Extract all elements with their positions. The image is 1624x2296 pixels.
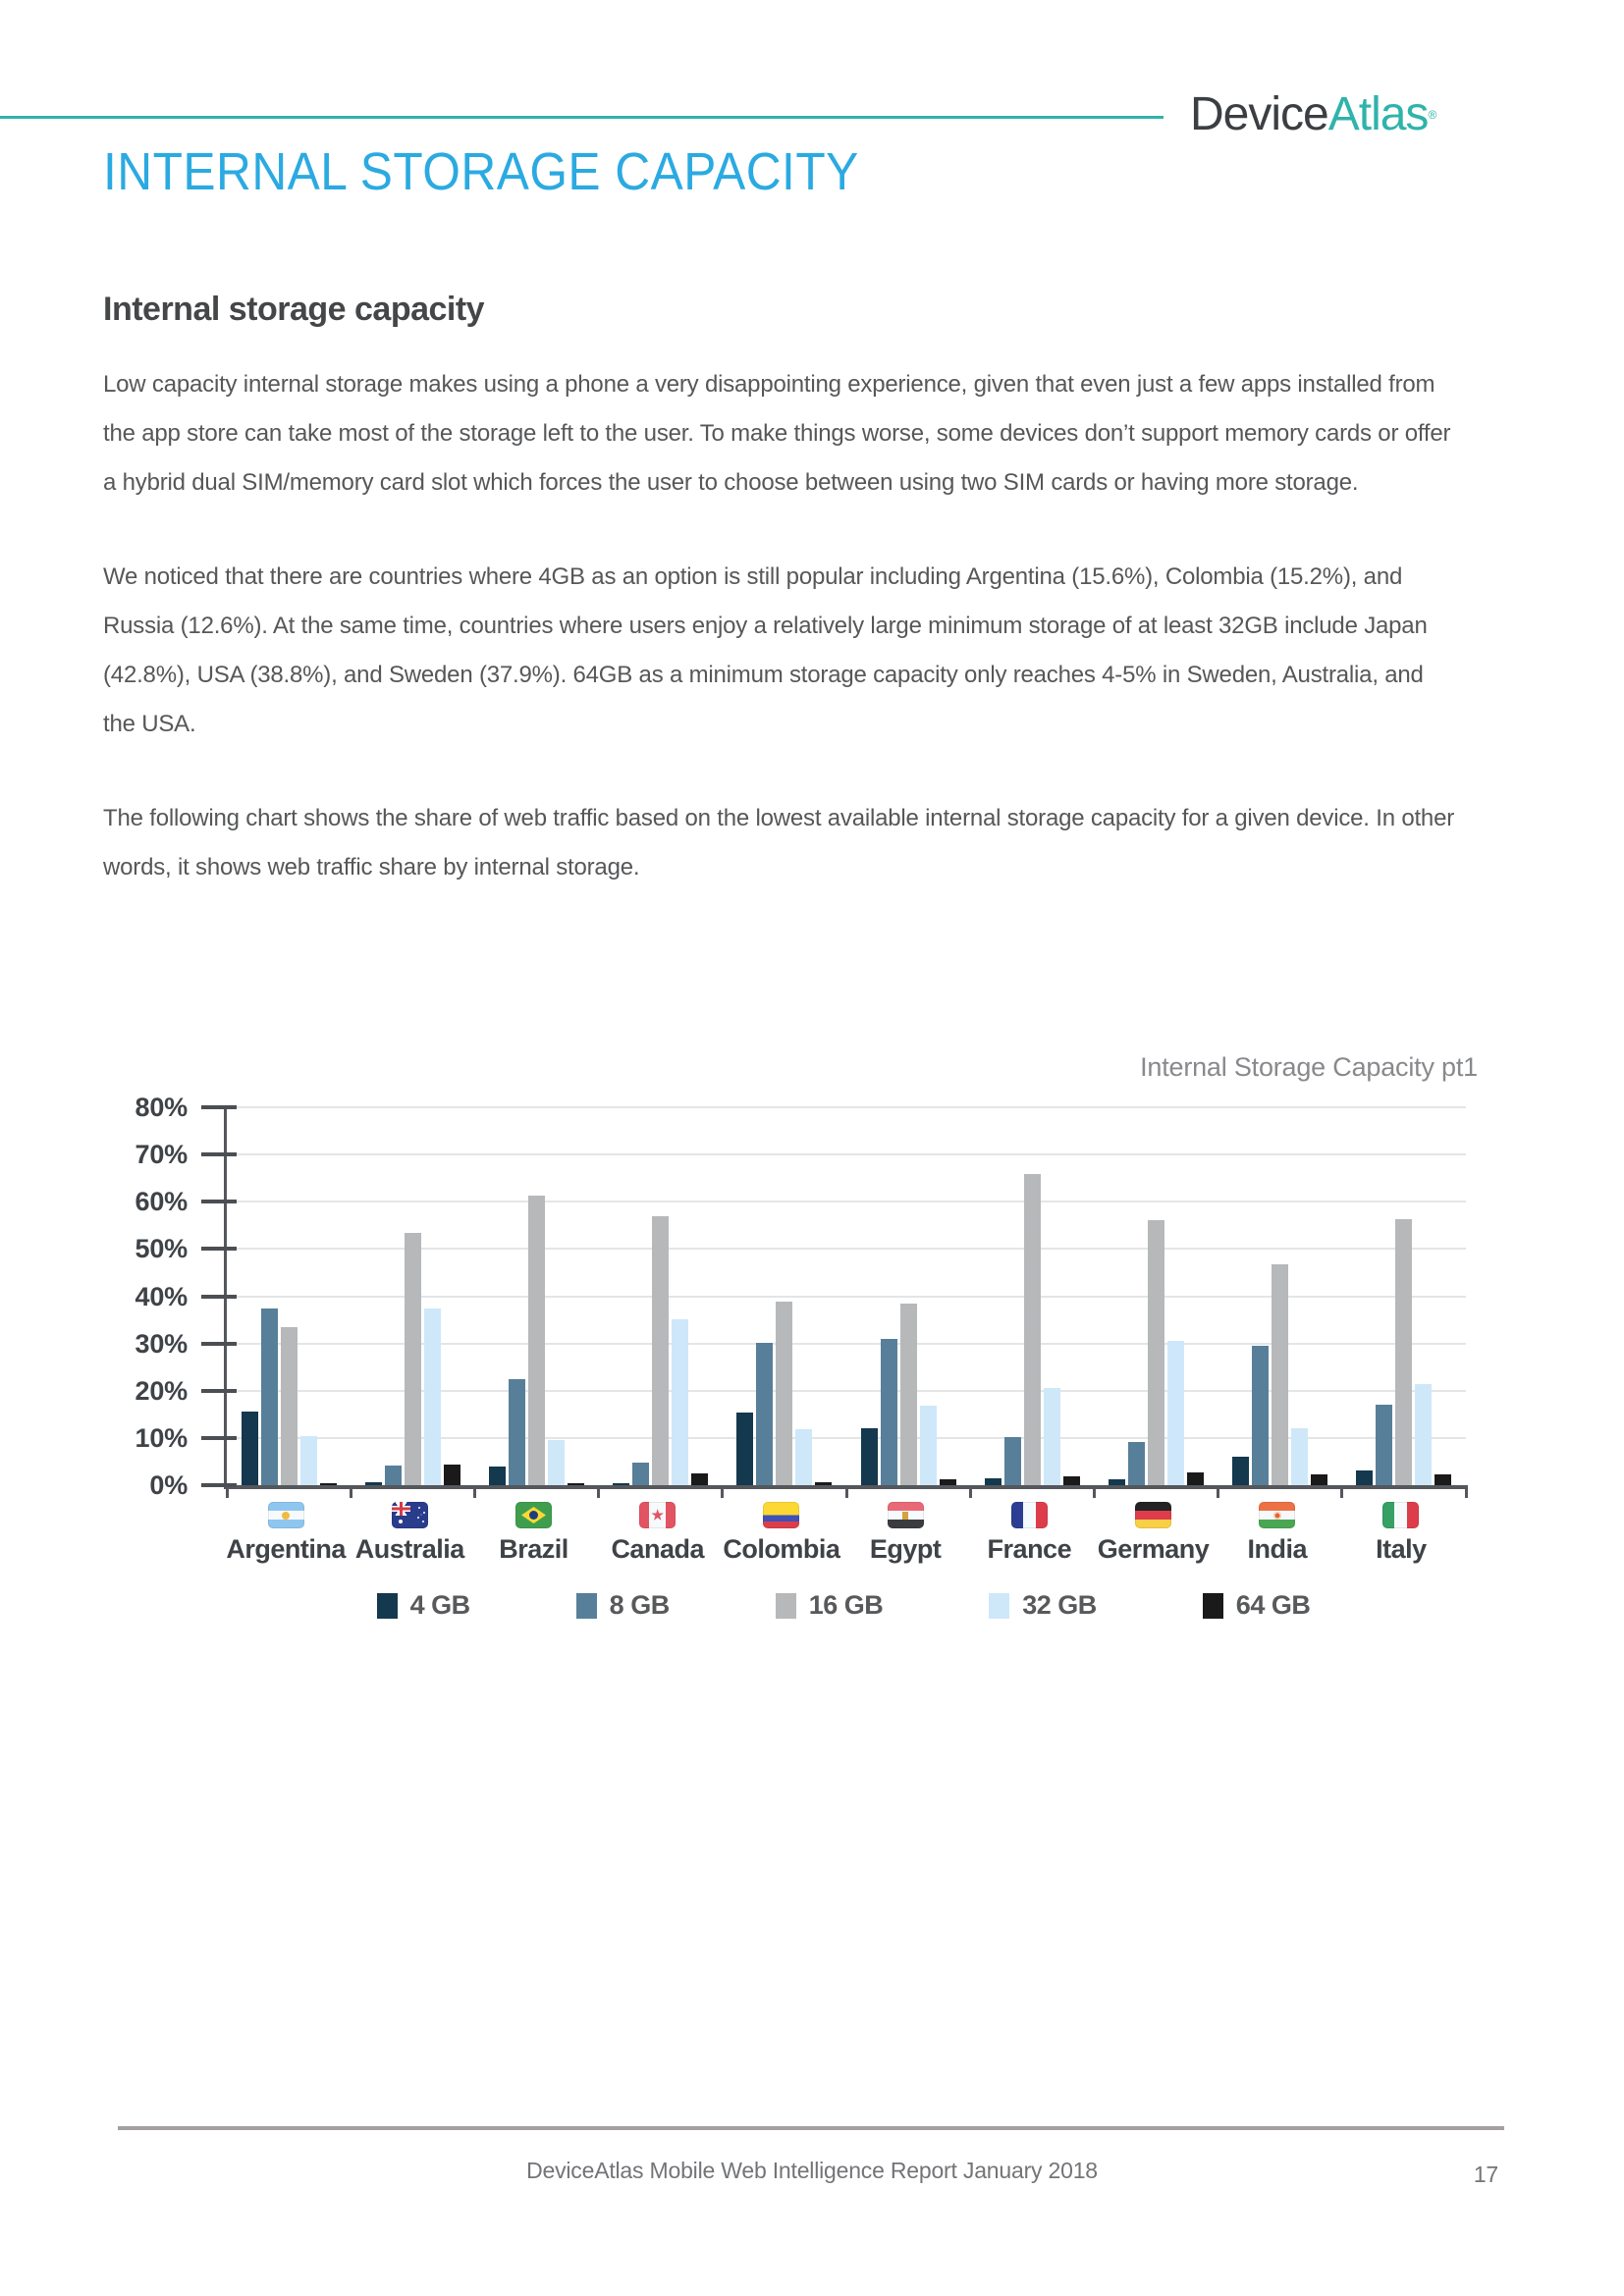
bar-32gb-italy: [1415, 1384, 1432, 1485]
bar-4gb-india: [1232, 1457, 1249, 1485]
x-boundary-tick: [969, 1485, 972, 1498]
flag-germany-icon: [1135, 1502, 1171, 1528]
flag-colombia-icon: [763, 1502, 799, 1528]
bar-8gb-canada: [632, 1463, 649, 1485]
x-boundary-tick: [1465, 1485, 1468, 1498]
country-label: Colombia: [723, 1534, 840, 1564]
legend-label: 64 GB: [1235, 1590, 1311, 1620]
bar-8gb-argentina: [261, 1308, 278, 1485]
bar-8gb-egypt: [881, 1339, 897, 1485]
bar-group-italy: [1342, 1107, 1466, 1485]
y-tick-label: 30%: [135, 1328, 188, 1359]
country-label: India: [1247, 1534, 1307, 1564]
bar-4gb-italy: [1356, 1470, 1373, 1485]
legend-item-8gb: [576, 1590, 670, 1621]
footer-rule: [118, 2126, 1504, 2130]
y-tick-0: [201, 1483, 237, 1487]
flag-canada-icon: [639, 1502, 676, 1528]
bar-32gb-argentina: [300, 1436, 317, 1485]
x-boundary-tick: [1093, 1485, 1096, 1498]
x-label-india: [1216, 1502, 1339, 1565]
bar-4gb-colombia: [736, 1413, 753, 1485]
y-tick-label: 60%: [135, 1187, 188, 1217]
y-tick-label: 50%: [135, 1234, 188, 1264]
bar-group-germany: [1094, 1107, 1218, 1485]
registered-mark: ®: [1428, 108, 1436, 122]
bar-32gb-brazil: [548, 1440, 565, 1485]
x-boundary-tick: [1340, 1485, 1343, 1498]
bar-64gb-australia: [444, 1465, 460, 1485]
bar-group-colombia: [723, 1107, 846, 1485]
x-label-egypt: [843, 1502, 967, 1565]
flag-france-icon: [1011, 1502, 1048, 1528]
bar-group-argentina: [227, 1107, 351, 1485]
bar-4gb-egypt: [861, 1428, 878, 1485]
y-tick-40: [201, 1295, 237, 1299]
bar-32gb-france: [1044, 1388, 1060, 1485]
legend-item-4gb: [377, 1590, 470, 1621]
chart-legend: [224, 1590, 1463, 1621]
x-boundary-tick: [350, 1485, 352, 1498]
bar-32gb-australia: [424, 1308, 441, 1485]
bar-32gb-germany: [1167, 1341, 1184, 1485]
country-label: France: [987, 1534, 1072, 1564]
bar-32gb-canada: [672, 1319, 688, 1485]
y-tick-70: [201, 1152, 237, 1156]
bar-8gb-italy: [1376, 1405, 1392, 1485]
bar-group-brazil: [474, 1107, 598, 1485]
paragraph-1: Low capacity internal storage makes using a phone a very disappointing experience, given that even just a few apps installed from the app store can take most of the storage left to the user. To make things worse, some devices don’t support memory cards or offer a hybrid dual SIM/memory card slot which forces the user to choose between using two SIM cards or having more storage.: [103, 371, 1451, 496]
paragraph-2: We noticed that there are countries where 4GB as an option is still popular including Argentina (15.6%), Colombia (15.2%), and Russia (12.6%). At the same time, countries where users enjoy a relatively large minimum storage of at least 32GB include Japan (42.8%), USA (38.8%), and Sweden (37.9%). 64GB as a minimum storage capacity only reaches 4-5% in Sweden, Australia, and the USA.: [103, 563, 1428, 737]
x-label-germany: [1091, 1502, 1215, 1565]
bar-64gb-brazil: [568, 1483, 584, 1485]
x-boundary-tick: [1217, 1485, 1219, 1498]
bar-group-india: [1218, 1107, 1342, 1485]
bar-16gb-colombia: [776, 1302, 792, 1485]
bar-32gb-india: [1291, 1428, 1308, 1485]
x-boundary-tick: [721, 1485, 724, 1498]
bar-16gb-italy: [1395, 1219, 1412, 1485]
x-label-australia: [348, 1502, 471, 1565]
y-tick-50: [201, 1247, 237, 1251]
x-label-france: [967, 1502, 1091, 1565]
y-tick-80: [201, 1105, 237, 1109]
y-tick-label: 70%: [135, 1140, 188, 1170]
legend-label: 8 GB: [609, 1590, 670, 1620]
y-tick-label: 20%: [135, 1375, 188, 1406]
bar-8gb-germany: [1128, 1442, 1145, 1485]
bar-16gb-argentina: [281, 1327, 298, 1485]
legend-swatch: [377, 1593, 398, 1619]
logo-device-text: Device: [1190, 88, 1328, 140]
country-label: Egypt: [869, 1534, 942, 1564]
bar-8gb-australia: [385, 1466, 402, 1485]
chart-title: Internal Storage Capacity pt1: [1140, 1052, 1478, 1082]
bar-4gb-france: [985, 1478, 1001, 1485]
bar-64gb-colombia: [815, 1482, 832, 1485]
deviceatlas-logo: [1190, 88, 1436, 140]
country-label: Germany: [1097, 1534, 1210, 1564]
bar-16gb-canada: [652, 1216, 669, 1485]
y-tick-20: [201, 1389, 237, 1393]
flag-argentina-icon: [268, 1502, 304, 1528]
flag-india-icon: [1259, 1502, 1295, 1528]
legend-item-32gb: [989, 1590, 1097, 1621]
country-label: Argentina: [226, 1534, 346, 1564]
header-rule: [0, 116, 1164, 119]
y-tick-label: 40%: [135, 1281, 188, 1311]
x-label-colombia: [720, 1502, 843, 1565]
flag-egypt-icon: [888, 1502, 924, 1528]
legend-label: 16 GB: [808, 1590, 884, 1620]
bar-64gb-germany: [1187, 1472, 1204, 1485]
legend-swatch: [989, 1593, 1009, 1619]
bar-16gb-australia: [405, 1233, 421, 1485]
bar-16gb-france: [1024, 1174, 1041, 1485]
bar-8gb-brazil: [509, 1379, 525, 1485]
page-number: 17: [1473, 2162, 1498, 2187]
legend-swatch: [576, 1593, 597, 1619]
bar-16gb-brazil: [528, 1196, 545, 1485]
y-tick-60: [201, 1200, 237, 1203]
legend-label: 32 GB: [1022, 1590, 1097, 1620]
bar-64gb-canada: [691, 1473, 708, 1485]
bar-4gb-australia: [365, 1482, 382, 1485]
x-label-argentina: [224, 1502, 348, 1565]
bar-64gb-egypt: [940, 1479, 956, 1485]
logo-atlas-text: Atlas: [1327, 88, 1429, 140]
x-label-italy: [1339, 1502, 1463, 1565]
bar-64gb-italy: [1435, 1474, 1451, 1485]
bar-group-canada: [599, 1107, 723, 1485]
x-boundary-tick: [845, 1485, 848, 1498]
bar-8gb-colombia: [756, 1343, 773, 1485]
flag-australia-icon: [392, 1502, 428, 1528]
country-label: Canada: [611, 1534, 704, 1564]
x-label-canada: [596, 1502, 720, 1565]
bar-groups: [227, 1107, 1466, 1485]
storage-capacity-chart: [103, 1052, 1478, 1621]
legend-swatch: [776, 1593, 796, 1619]
y-tick-30: [201, 1342, 237, 1346]
y-tick-label: 0%: [149, 1470, 188, 1500]
bar-16gb-india: [1272, 1264, 1288, 1485]
section-heading: Internal storage capacity: [103, 291, 485, 328]
bar-4gb-germany: [1109, 1479, 1125, 1485]
bar-8gb-france: [1004, 1437, 1021, 1485]
legend-swatch: [1203, 1593, 1223, 1619]
country-label: Brazil: [499, 1534, 568, 1564]
bar-64gb-india: [1311, 1474, 1327, 1485]
legend-label: 4 GB: [409, 1590, 470, 1620]
country-label: Australia: [354, 1534, 464, 1564]
bar-group-france: [970, 1107, 1094, 1485]
bar-32gb-colombia: [795, 1429, 812, 1485]
bar-group-australia: [351, 1107, 474, 1485]
country-label: Italy: [1376, 1534, 1427, 1564]
bar-4gb-canada: [613, 1483, 629, 1485]
x-label-brazil: [471, 1502, 595, 1565]
legend-item-16gb: [776, 1590, 884, 1621]
y-tick-label: 80%: [135, 1093, 188, 1122]
body-copy: [103, 291, 1458, 937]
footer-text: DeviceAtlas Mobile Web Intelligence Report January 2018: [526, 2158, 1098, 2183]
page-title: INTERNAL STORAGE CAPACITY: [103, 142, 859, 201]
y-tick-label: 10%: [135, 1422, 188, 1453]
y-tick-10: [201, 1436, 237, 1440]
bar-64gb-france: [1063, 1476, 1080, 1485]
bar-32gb-egypt: [920, 1406, 937, 1485]
paragraph-3: The following chart shows the share of web traffic based on the lowest available internal storage capacity for a given device. In other words, it shows web traffic share by internal storage.: [103, 805, 1455, 881]
x-boundary-tick: [597, 1485, 600, 1498]
flag-brazil-icon: [515, 1502, 552, 1528]
bar-64gb-argentina: [320, 1483, 337, 1485]
chart-plot-area: [135, 1093, 1466, 1500]
bar-4gb-brazil: [489, 1467, 506, 1485]
flag-italy-icon: [1382, 1502, 1419, 1528]
x-axis-labels: [224, 1502, 1463, 1565]
bar-group-egypt: [846, 1107, 970, 1485]
legend-item-64gb: [1203, 1590, 1311, 1621]
bar-8gb-india: [1252, 1346, 1269, 1485]
x-boundary-tick: [473, 1485, 476, 1498]
bar-16gb-egypt: [900, 1304, 917, 1485]
bar-4gb-argentina: [242, 1412, 258, 1485]
bar-16gb-germany: [1148, 1220, 1164, 1485]
